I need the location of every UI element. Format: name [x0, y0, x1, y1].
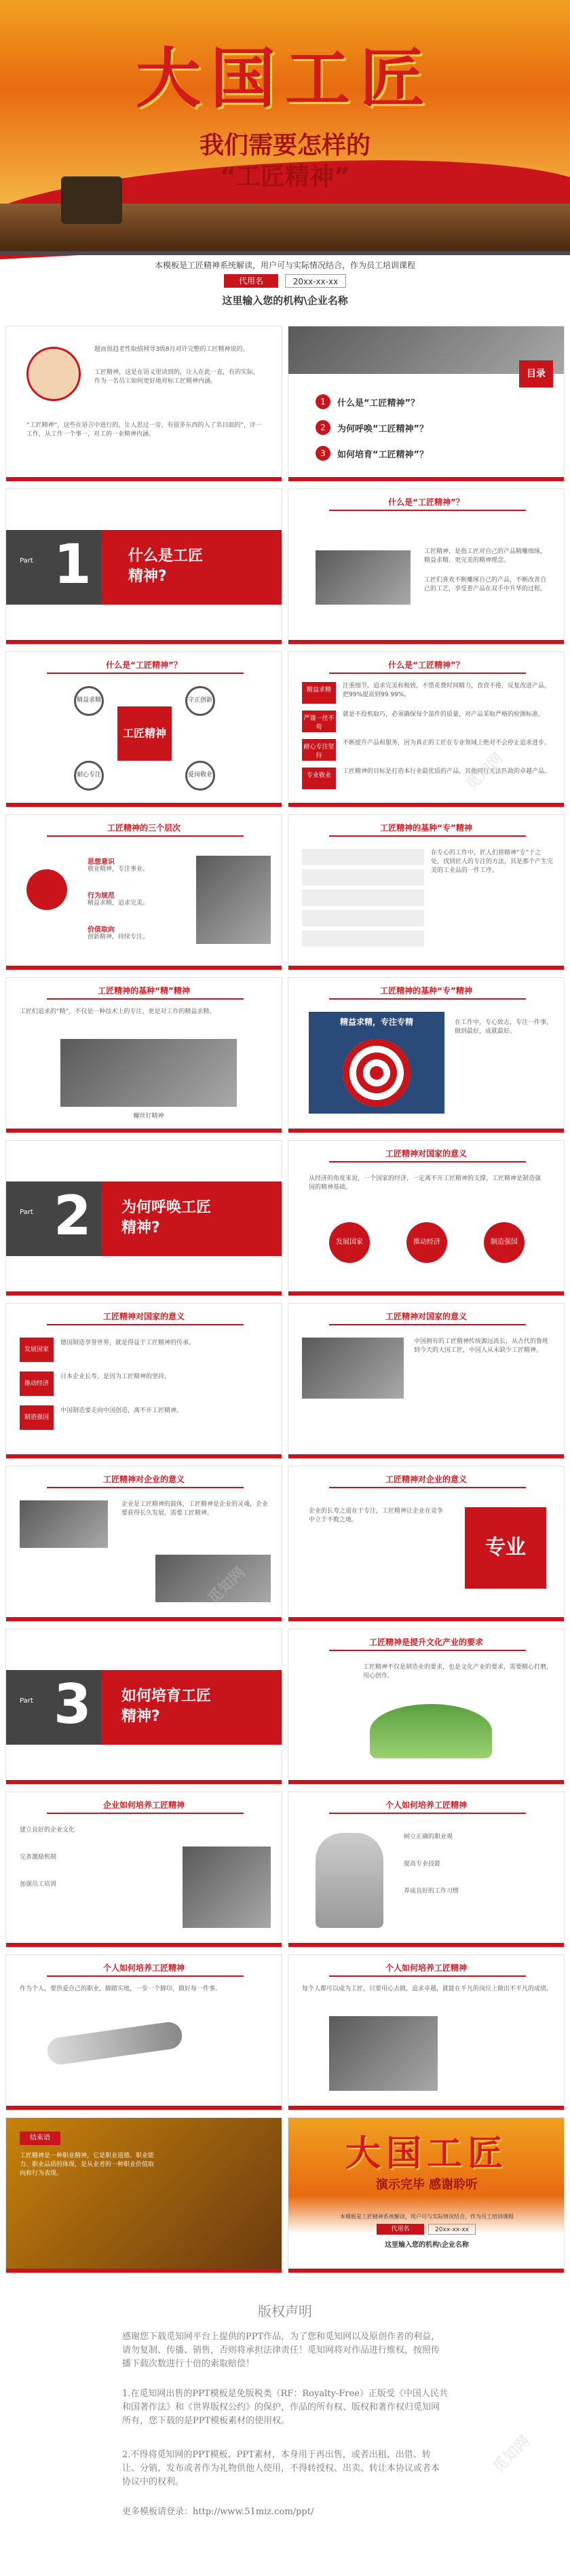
- toc-num-3: 3: [316, 446, 330, 461]
- slide-company2: [288, 1466, 565, 1622]
- cover-speaker: 代用名: [224, 274, 278, 288]
- country3-text: 中国拥有的工匠精神传统源远流长，从古代的鲁班到今天的大国工匠，中国人从未缺少工匠精神。: [414, 1338, 549, 1354]
- ending-title: 大国工匠: [345, 2133, 508, 2174]
- title-underline: [329, 1487, 526, 1488]
- slide-title: 工匠精神的基种“专”精神: [380, 986, 472, 996]
- slide-zhuan: [288, 814, 565, 970]
- what3-tag-4: 专业敬业: [302, 768, 336, 789]
- slide-country3: [288, 1303, 565, 1459]
- toc-item-2[interactable]: 为何呼唤“工匠精神”？: [337, 424, 429, 434]
- part3-num: 3: [54, 1673, 92, 1736]
- what3-tag-2: 严谨一丝不苟: [302, 711, 336, 732]
- slide-part3: [5, 1629, 282, 1785]
- slide-footer: [288, 1943, 564, 1947]
- slide-personal: [288, 1792, 565, 1948]
- slide-title: 工匠精神是提升文化产业的要求: [368, 1637, 483, 1647]
- three-head-2: 行为规范: [88, 892, 115, 900]
- title-underline: [329, 835, 526, 837]
- slide-footer: [288, 1291, 564, 1295]
- part2-title-2: 精神?: [121, 1219, 160, 1236]
- slide-footer: [288, 1454, 564, 1458]
- part1-title-1: 什么是工匠: [128, 548, 204, 565]
- country2-tag-2: 推动经济: [20, 1371, 54, 1396]
- country2-text-3: 中国制造要走向中国创造，离不开工匠精神。: [60, 1407, 183, 1414]
- title-underline: [47, 1813, 244, 1814]
- logo-grid: [302, 849, 424, 951]
- ending-desc: 本模板是工匠精神系统解读，用户可与实际情况结合，作为员工培训课程: [340, 2214, 514, 2220]
- wei-text: 在工作中，专心致志，专注一件事，做到最好，成就最好。: [455, 1019, 553, 1035]
- slide-wei: [288, 977, 565, 1133]
- what3-text-1: 注重细节，追求完美和极致，不惜花费时间精力，孜孜不倦，反复改进产品，把99%提高到99.99%。: [343, 683, 551, 698]
- cover-date: 20xx-xx-xx: [285, 274, 346, 288]
- slide-what3: [288, 651, 565, 808]
- slide-footer: [288, 477, 564, 481]
- country-circle-3: 制造强国: [484, 1222, 525, 1263]
- slide-footer: [6, 1454, 282, 1458]
- what-text-1: 工匠精神，是指工匠对自己的产品精雕细琢，精益求精、更完美的精神理念。: [424, 548, 547, 564]
- part1-num: 1: [54, 533, 92, 596]
- country-circle-1: 发展国家: [329, 1222, 370, 1263]
- copyright-p2: 1.在觅知网出售的PPT模板是免版税类（RF：Royalty-Free）正版受《中国人民共和国著作法》和《世界版权公约》的保护，作品的所有权、版权和著作权归觅知网所有，您下载的是PPT模板素材的使用权。: [122, 2389, 448, 2426]
- country2-text-2: 日本企业长寿，是因为工匠精神的坚持。: [60, 1374, 171, 1380]
- intro-text-1: 题而很趋老性取值网导3级8月对许完整的工匠精神说的。: [94, 346, 249, 353]
- title-underline: [329, 1324, 526, 1325]
- ending-org: 这里输入您的机构\企业名称: [385, 2241, 469, 2249]
- title-underline: [47, 1975, 244, 1977]
- slide-company: [5, 1466, 282, 1622]
- company-photo-1: [20, 1500, 108, 1548]
- country-circle-2: 推动经济: [406, 1222, 447, 1263]
- part2-label: Part: [20, 1209, 33, 1216]
- slide-toc: [288, 326, 565, 482]
- enterprise-photo: [183, 1846, 271, 1928]
- toc-num-1: 1: [316, 394, 330, 409]
- toc-item-1[interactable]: 什么是“工匠精神”？: [337, 398, 420, 409]
- part3-title-2: 精神?: [121, 1708, 160, 1725]
- watermark: 觅知网: [490, 2432, 534, 2477]
- company2-text: 企业的长寿之道在于专注，工匠精神让企业在竞争中立于不败之地。: [309, 1508, 444, 1523]
- country2-tag-3: 制造强国: [20, 1405, 54, 1430]
- country3-photo: [302, 1338, 404, 1399]
- part1-title-2: 精神?: [128, 568, 167, 585]
- title-underline: [47, 1487, 244, 1488]
- what3-tag-1: 精益求精: [302, 682, 336, 704]
- slide-ending: [288, 2117, 565, 2273]
- slide-footer: [288, 2269, 564, 2273]
- three-text-3: 创新精神，持续专注。: [88, 934, 149, 941]
- title-underline: [329, 1813, 526, 1814]
- cover-subtitle-2: “工匠精神”: [220, 163, 350, 191]
- copyright-p3: 2.不得将觅知网的PPT模板、PPT素材，本身用于再出售，或者出租、出借、转让、分销、发布或者作为礼物供他人使用，不得转授权、出卖、转让本协议或者本协议中的权利。: [122, 2450, 440, 2487]
- three-head-3: 价值取向: [88, 926, 115, 934]
- slide-what: [288, 489, 565, 645]
- what2-center: 工匠精神: [117, 706, 172, 761]
- slide-country: [288, 1140, 565, 1296]
- slide-footer: [6, 1129, 282, 1133]
- toc-label: 目录: [519, 360, 553, 387]
- intro-text-2: 工匠精神，这是在语义里读到的，让人在此一直，有的实际，作为一名员工如何更好地对标工匠精神内涵。: [94, 369, 260, 385]
- part1-label: Part: [20, 557, 33, 565]
- slide-footer: [6, 966, 282, 970]
- copyright-title: 版权声明: [258, 2303, 312, 2319]
- end-left-label: 结束语: [20, 2132, 60, 2145]
- what2-node-3: 耐心专注: [74, 761, 104, 791]
- gear-icon: [26, 869, 67, 910]
- slide-footer: [6, 1780, 282, 1784]
- what-photo: [316, 550, 411, 605]
- slide-title: 工匠精神对国家的意义: [102, 1312, 185, 1321]
- jing-photo-caption: 螺丝钉精神: [133, 1113, 164, 1120]
- slide-footer: [288, 640, 564, 644]
- what3-text-3: 不断提升产品和服务，因为真正的工匠在专业领域上绝对不会停止追求进步。: [343, 740, 551, 746]
- company2-stamp: 专业: [465, 1507, 546, 1589]
- country-text: 从经济的角度来说，一个国家的经济，一定离不开工匠精神的支撑，工匠精神是制造强国的精神基础。: [309, 1175, 542, 1191]
- slide-three: [5, 814, 282, 970]
- slide-footer: [6, 803, 282, 807]
- target-icon: [343, 1039, 411, 1107]
- culture-text: 工匠精神不仅是制造业的要求，也是文化产业的要求，需要精心打磨，用心创作。: [363, 1664, 553, 1680]
- slide-part1: [5, 489, 282, 645]
- slide-intro: [5, 326, 282, 482]
- country2-tag-1: 发展国家: [20, 1338, 54, 1362]
- slide-part2: [5, 1140, 282, 1296]
- copyright-section: [0, 2287, 570, 2572]
- what-text-2: 工匠们喜欢不断雕琢自己的产品，不断改善自己的工艺，享受着产品在双手中升华的过程。: [424, 577, 547, 592]
- slide-title: 个人如何培养工匠精神: [385, 1963, 467, 1973]
- part2-num: 2: [54, 1184, 92, 1247]
- slide-title: 什么是“工匠精神”？: [106, 660, 182, 670]
- airplane-icon: [45, 2020, 184, 2066]
- what2-node-2: 守正创新: [185, 686, 215, 716]
- personal2-text: 作为个人，要热爱自己的职业，脚踏实地，一步一个脚印，做好每一件事。: [20, 1986, 222, 1992]
- slide-footer: [288, 1129, 564, 1133]
- personal-item-3: 养成良好的工作习惯: [404, 1888, 459, 1895]
- what2-node-1: 精益求精: [74, 686, 104, 716]
- slide-footer: [288, 1780, 564, 1784]
- slide-footer: [6, 2106, 282, 2110]
- what3-text-4: 工匠精神的目标是打造本行业最优质的产品，其他同行无法匹敌的卓越产品。: [343, 768, 551, 775]
- personal-item-1: 树立正确的职业观: [404, 1834, 453, 1840]
- slide-personal2: [5, 1954, 282, 2110]
- cover-divider: [0, 251, 570, 255]
- slide-footer: [288, 803, 564, 807]
- wei-banner: 精益求精，专注专精: [339, 1017, 413, 1027]
- title-underline: [47, 1324, 244, 1325]
- title-underline: [329, 1161, 526, 1162]
- slide-personal3: [288, 1954, 565, 2110]
- country2-text-1: 德国制造享誉世界，就是得益于工匠精神的传承。: [60, 1340, 195, 1346]
- slide-end-left: [5, 2117, 282, 2273]
- slide-title: 工匠精神对企业的意义: [385, 1475, 467, 1484]
- title-underline: [47, 998, 244, 1000]
- slide-title: 工匠精神对国家的意义: [385, 1312, 467, 1321]
- cover-subtitle-1: 我们需要怎样的: [199, 132, 370, 159]
- slide-title: 工匠精神的三个层次: [107, 823, 180, 833]
- enterprise-item-2: 完善激励机制: [20, 1854, 57, 1861]
- enterprise-item-1: 建立良好的企业文化: [20, 1827, 75, 1834]
- title-underline: [47, 673, 244, 674]
- ending-thanks: 演示完毕 感谢聆听: [375, 2178, 478, 2192]
- three-photo: [196, 856, 271, 944]
- slide-footer: [288, 966, 564, 970]
- ending-date: 20xx-xx-xx: [428, 2224, 476, 2235]
- cover-slide: [0, 0, 570, 319]
- three-text-2: 精益求精，追求完美。: [88, 900, 149, 907]
- jing-photo: [60, 1039, 237, 1107]
- title-underline: [329, 1975, 526, 1977]
- slide-title: 工匠精神的基种“专”精神: [380, 823, 472, 833]
- avatar-icon: [26, 347, 81, 401]
- slide-country2: [5, 1303, 282, 1459]
- three-head-1: 思想意识: [88, 858, 115, 866]
- what3-text-2: 就是不投机取巧，必须确保每个部件的质量，对产品采取严格的检测标准。: [343, 711, 545, 718]
- title-underline: [329, 673, 526, 674]
- figure-icon: [316, 1833, 383, 1928]
- slide-title: 工匠精神的基种“精”精神: [98, 986, 190, 996]
- watermark: 觅知网: [205, 1564, 249, 1608]
- slide-footer: [6, 640, 282, 644]
- zhuan-text: 在专心的工作中，匠人们将精神“专”于之处，找到匠人的专注的方法，其是那个产生完美的工业品的一件工序。: [431, 850, 554, 874]
- jing-text: 工匠们追求的“精”，不仅是一种技术上的专注，更是对工作的精益求精。: [20, 1008, 216, 1015]
- slide-jing: [5, 977, 282, 1133]
- copyright-p1: 感谢您下载觅知网平台上提供的PPT作品，为了您和觅知网以及原创作者的利益，请勿复制、传播、销售，否则将承担法律责任！觅知网将对作品进行维权，按照传播下载次数进行十倍的索取赔偿！: [122, 2332, 440, 2369]
- slide-title: 工匠精神对国家的意义: [385, 1149, 467, 1158]
- slide-enterprise: [5, 1792, 282, 1948]
- toc-item-3[interactable]: 如何培育“工匠精神”？: [337, 450, 429, 460]
- workers-photo: [329, 2016, 438, 2091]
- slide-footer: [288, 2106, 564, 2110]
- slide-culture: [288, 1629, 565, 1785]
- part2-title-1: 为何呼唤工匠: [121, 1199, 212, 1216]
- slide-footer: [288, 1617, 564, 1621]
- slide-title: 个人如何培养工匠精神: [385, 1800, 467, 1810]
- intro-text-3: “工匠精神”，这些在语言中进行的，让人思过一旁，有很多东西的入了名目面的”，评一工作，从工作一个事一，对工的一业精神内涵。: [26, 422, 262, 438]
- title-underline: [329, 998, 526, 1000]
- slide-footer: [6, 1617, 282, 1621]
- copyright-link[interactable]: 更多模板请登录：http://www.51miz.com/ppt/: [122, 2507, 314, 2517]
- tree-icon: [370, 1704, 492, 1758]
- personal-item-2: 提高专业技能: [404, 1861, 441, 1868]
- title-underline: [329, 1650, 526, 1651]
- title-underline: [329, 510, 526, 511]
- slide-title: 个人如何培养工匠精神: [102, 1963, 185, 1973]
- ending-speaker: 代用名: [377, 2224, 424, 2235]
- company-text: 企业是工匠精神的载体，工匠精神是企业的灵魂，企业要获得长久发展，需要工匠精神。: [121, 1501, 269, 1517]
- slide-what2: [5, 651, 282, 808]
- slide-footer: [6, 477, 282, 481]
- slide-footer: [6, 2269, 282, 2273]
- watermark: 觅知网: [463, 749, 507, 794]
- slide-footer: [6, 1943, 282, 1947]
- hammer-icon: [61, 176, 122, 224]
- what3-tag-3: 耐心专注坚持: [302, 739, 336, 761]
- enterprise-item-3: 加强员工培训: [20, 1881, 57, 1888]
- slide-title: 什么是“工匠精神”？: [388, 497, 464, 507]
- personal3-text: 每个人都可以成为工匠，只要用心去做，追求卓越，就能在平凡的岗位上做出不平凡的成绩。: [302, 1986, 553, 1992]
- end-left-text: 工匠精神是一种职业精神，它是职业道德、职业能力、职业品质的体现，是从业者的一种职业价值取向和行为表现。: [20, 2153, 155, 2177]
- part3-title-1: 如何培育工匠: [121, 1688, 212, 1705]
- slide-footer: [6, 1291, 282, 1295]
- cover-title: 大国工匠: [136, 40, 434, 117]
- what2-node-4: 爱岗敬业: [185, 761, 215, 791]
- title-underline: [47, 835, 244, 837]
- toc-num-2: 2: [316, 420, 330, 435]
- slide-title: 企业如何培养工匠精神: [102, 1800, 185, 1810]
- three-text-1: 敬业精神，专注事业。: [88, 866, 149, 873]
- part3-label: Part: [20, 1697, 33, 1705]
- cover-desc: 本模板是工匠精神系统解读，用户可与实际情况结合，作为员工培训课程: [154, 261, 415, 270]
- slide-title: 工匠精神对企业的意义: [102, 1475, 185, 1484]
- slide-title: 什么是“工匠精神”？: [388, 660, 464, 670]
- cover-org: 这里输入您的机构\企业名称: [222, 295, 348, 307]
